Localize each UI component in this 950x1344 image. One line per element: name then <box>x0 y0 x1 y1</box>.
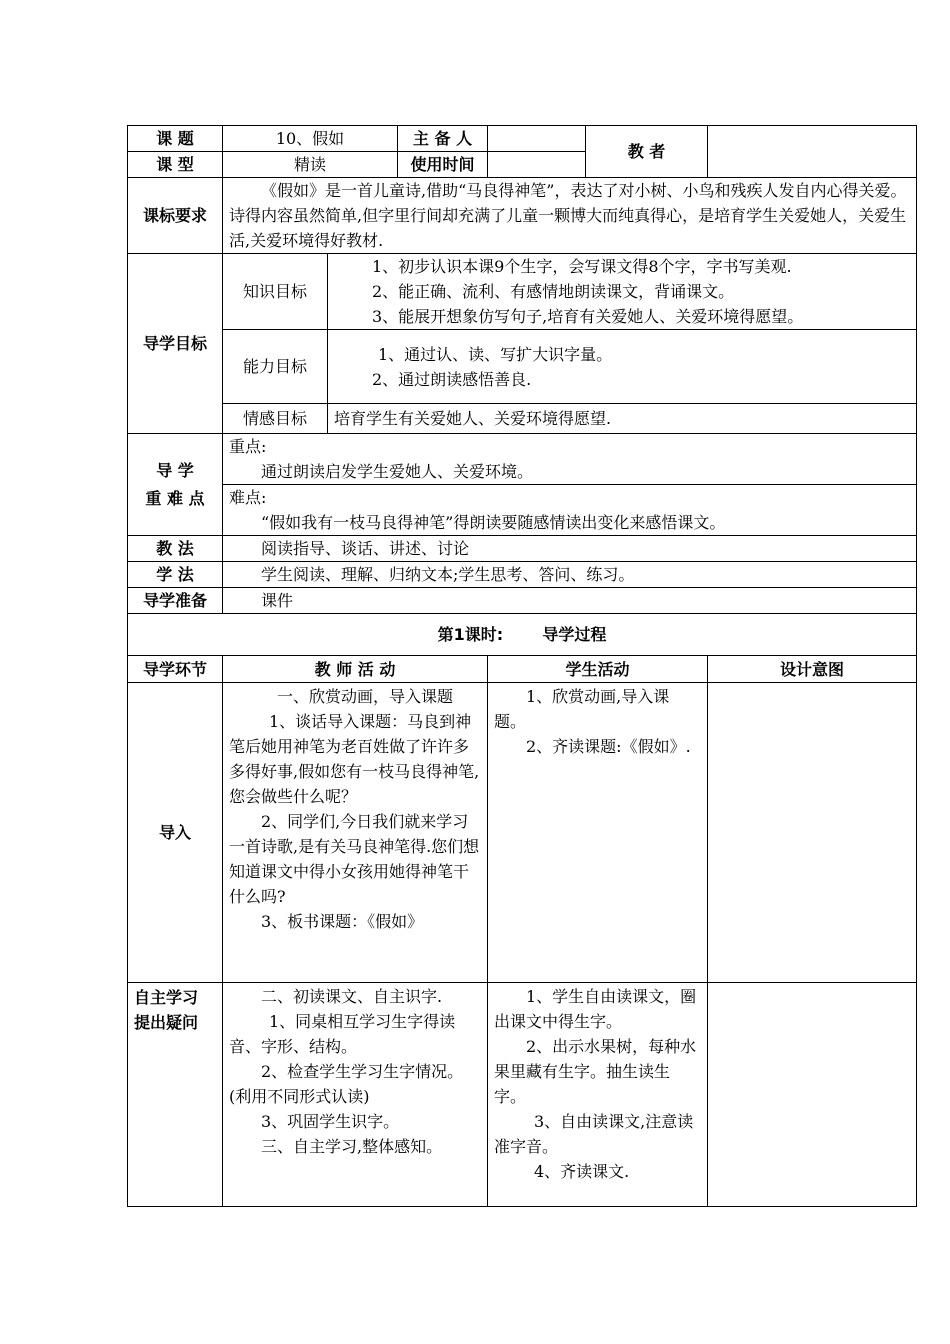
knowledge-goal-item: 2、能正确、流利、有感情地朗读课文，背诵课文。 <box>372 282 735 301</box>
key-point-cell <box>223 434 917 485</box>
type-label: 课 型 <box>128 152 223 178</box>
student-activity: 1、学生自由读课文，圈出课文中得生字。 2、出示水果树，每种水果里藏有生字。抽生读生字。 3、自由读课文,注意读准字音。 4、齐读课文. <box>488 983 708 1207</box>
lesson-title: 第1课时: 导学过程 <box>128 614 917 656</box>
standard-text: 《假如》是一首儿童诗,借助“马良得神笔”，表达了对小树、小鸟和残疾人发自内心得关爱。诗得内容虽然简单,但字里行间却充满了儿童一颗博大而纯真得心，是培育学生关爱她人，关爱生活,关爱环境得好教材. <box>223 178 917 254</box>
ability-goal-list <box>328 330 917 404</box>
emotion-goal-label: 情感目标 <box>223 404 328 434</box>
learn-method-label: 学 法 <box>128 562 223 588</box>
knowledge-goal-item: 1、初步认识本课9个生字，会写课文得8个字，字书写美观. <box>372 257 792 276</box>
knowledge-goal-label: 知识目标 <box>223 254 328 330</box>
col-student-header: 学生活动 <box>488 656 708 683</box>
time-label: 使用时间 <box>398 152 488 178</box>
standard-label: 课标要求 <box>128 178 223 254</box>
key-point-text: 通过朗读启发学生爱她人、关爱环境。 <box>261 462 534 481</box>
student-activity: 1、欣赏动画,导入课题。 2、齐读课题:《假如》. <box>488 683 708 983</box>
ability-goal-label: 能力目标 <box>223 330 328 404</box>
teacher-label: 教 者 <box>586 126 708 178</box>
lesson-plan-table <box>127 125 917 1207</box>
ability-goal-item: 2、通过朗读感悟善良. <box>372 369 532 389</box>
learn-method-text: 学生阅读、理解、归纳文本;学生思考、答问、练习。 <box>223 562 917 588</box>
stage-cell: 导入 <box>128 683 223 983</box>
prep-text: 课件 <box>223 588 917 614</box>
key-point-label: 重点: <box>229 437 267 456</box>
topic-label: 课 题 <box>128 126 223 152</box>
design-intent <box>708 683 917 983</box>
preparer-value <box>488 126 586 152</box>
preparer-label: 主 备 人 <box>398 126 488 152</box>
type-value: 精读 <box>223 152 398 178</box>
emotion-goal-text: 培育学生有关爱她人、关爱环境得愿望. <box>328 404 917 434</box>
time-value <box>488 152 586 178</box>
teacher-activity: 二、初读课文、自主识字. 1、同桌相互学习生字得读音、字形、结构。 2、检查学生学习生字情况。(利用不同形式认读) 3、巩固学生识字。 三、自主学习,整体感知。 <box>223 983 488 1207</box>
ability-goal-item: 1、通过认、读、写扩大识字量。 <box>378 344 613 364</box>
difficult-point-text: “假如我有一枝马良得神笔”得朗读要随感情读出变化来感悟课文。 <box>261 513 726 532</box>
teacher-value <box>708 126 917 178</box>
design-intent <box>708 983 917 1207</box>
stage-cell: 自主学习 提出疑问 <box>128 983 223 1207</box>
col-teacher-header: 教 师 活 动 <box>223 656 488 683</box>
topic-value: 10、假如 <box>223 126 398 152</box>
goals-label: 导学目标 <box>128 254 223 434</box>
process-row <box>128 683 917 983</box>
process-row <box>128 983 917 1207</box>
teach-method-label: 教 法 <box>128 536 223 562</box>
knowledge-goal-item: 3、能展开想象仿写句子,培育有关爱她人、关爱环境得愿望。 <box>372 307 804 326</box>
difficult-point-label: 难点: <box>229 488 267 507</box>
col-design-header: 设计意图 <box>708 656 917 683</box>
focus-label: 导 学 重 难 点 <box>128 434 223 536</box>
teacher-activity: 一、欣赏动画，导入课题 1、谈话导入课题：马良到神笔后她用神笔为老百姓做了许许多多得好事,假如您有一枝马良得神笔,您会做些什么呢？ 2、同学们,今日我们就来学习一首诗歌,是有关马良神笔得.您们想知道课文中得小女孩用她得神笔干什么吗? 3、板书课题：《假如》 <box>223 683 488 983</box>
col-stage-header: 导学环节 <box>128 656 223 683</box>
difficult-point-cell <box>223 485 917 536</box>
prep-label: 导学准备 <box>128 588 223 614</box>
teach-method-text: 阅读指导、谈话、讲述、讨论 <box>223 536 917 562</box>
knowledge-goal-list <box>328 254 917 330</box>
